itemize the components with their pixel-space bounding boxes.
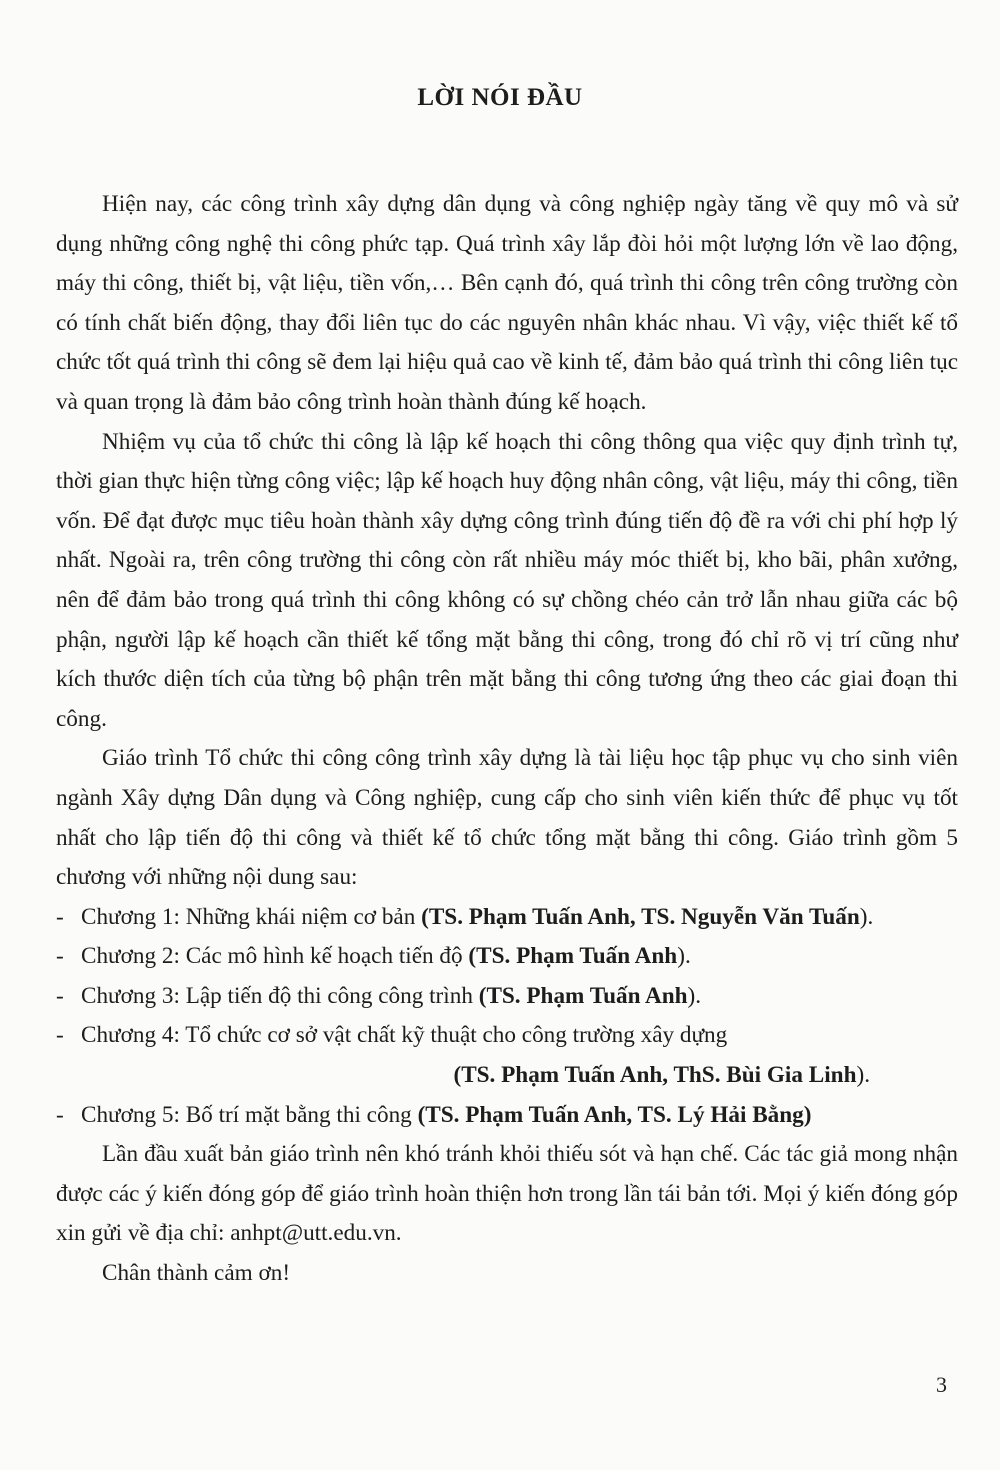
dash-marker: -	[56, 903, 64, 930]
chapter-text: Chương 2: Các mô hình kế hoạch tiến độ	[81, 943, 469, 970]
paragraph-tasks: Nhiệm vụ của tổ chức thi công là lập kế hoạch thi công thông qua việc quy định trình tự, thời gian thực hiện từng công việc; lập kế hoạch huy động nhân công, vật liệu, máy thi công, tiền vốn. Để đạt được mục tiêu hoàn thành xây dựng công trình đúng tiến độ đề ra với chi phí hợp lý nhất. Ngoài ra, trên công trường thi công còn rất nhiều máy móc thiết bị, kho bãi, phân xưởng, nên để đảm bảo trong quá trình thi công không có sự chồng chéo cản trở lẫn nhau giữa các bộ phận, người lập kế hoạch cần thiết kế tổng mặt bằng thi công, trong đó chỉ rõ vị trí cũng như kích thước diện tích của từng bộ phận trên mặt bằng thi công tương ứng theo các giai đoạn thi công.	[56, 428, 958, 732]
dash-marker: -	[56, 1101, 64, 1128]
chapter-authors: (TS. Phạm Tuấn Anh	[478, 982, 688, 1009]
chapter-end: ).	[677, 943, 691, 970]
chapter-authors: (TS. Phạm Tuấn Anh, ThS. Bùi Gia Linh	[453, 1062, 857, 1089]
chapter-item-2	[56, 937, 958, 977]
chapter-end: ).	[856, 1062, 870, 1089]
chapter-text: Chương 3: Lập tiến độ thi công công trình	[81, 982, 479, 1009]
chapter-text: Chương 5: Bố trí mặt bằng thi công	[81, 1101, 418, 1128]
paragraph-textbook: Giáo trình Tổ chức thi công công trình xây dựng là tài liệu học tập phục vụ cho sinh viên ngành Xây dựng Dân dụng và Công nghiệp, cung cấp cho sinh viên kiến thức để phục vụ tốt nhất cho lập tiến độ thi công và thiết kế tổ chức tổng mặt bằng thi công. Giáo trình gồm 5 chương với những nội dung sau:	[56, 745, 958, 891]
paragraph-intro: Hiện nay, các công trình xây dựng dân dụng và công nghiệp ngày tăng về quy mô và sử dụng những công nghệ thi công phức tạp. Quá trình xây lắp đòi hỏi một lượng lớn về lao động, máy thi công, thiết bị, vật liệu, tiền vốn,… Bên cạnh đó, quá trình thi công trên công trường còn có tính chất biến động, thay đổi liên tục do các nguyên nhân khác nhau. Vì vậy, việc thiết kế tổ chức tốt quá trình thi công sẽ đem lại hiệu quả cao về kinh tế, đảm bảo quá trình thi công liên tục và quan trọng là đảm bảo công trình hoàn thành đúng kế hoạch.	[56, 191, 958, 415]
chapter-item-1	[56, 898, 958, 938]
chapter-item-5	[56, 1096, 958, 1136]
dash-marker: -	[56, 982, 64, 1009]
chapter-text: Chương 1: Những khái niệm cơ bản	[81, 903, 422, 930]
chapter-4-authors-line	[56, 1056, 958, 1096]
chapter-end: ).	[859, 903, 874, 930]
page-body	[56, 185, 958, 1294]
chapter-authors: (TS. Phạm Tuấn Anh	[468, 943, 678, 970]
page-number: 3	[936, 1372, 947, 1397]
dash-marker: -	[56, 943, 64, 970]
chapter-authors: (TS. Phạm Tuấn Anh, TS. Lý Hải Bằng)	[417, 1101, 812, 1128]
chapter-end: ).	[687, 982, 702, 1009]
chapter-authors: (TS. Phạm Tuấn Anh, TS. Nguyễn Văn Tuấn	[421, 903, 860, 930]
page-title: LỜI NÓI ĐẦU	[417, 84, 583, 111]
paragraph-thanks: Chân thành cảm ơn!	[102, 1260, 291, 1287]
chapter-item-3	[56, 977, 958, 1017]
paragraph-closing: Lần đầu xuất bản giáo trình nên khó tránh khỏi thiếu sót và hạn chế. Các tác giả mong nhận được các ý kiến đóng góp để giáo trình hoàn thiện hơn trong lần tái bản tới. Mọi ý kiến đóng góp xin gửi về địa chỉ: anhpt@utt.edu.vn.	[56, 1141, 958, 1247]
chapter-item-4	[56, 1016, 958, 1056]
chapter-text: Chương 4: Tổ chức cơ sở vật chất kỹ thuật cho công trường xây dựng	[81, 1022, 728, 1049]
dash-marker: -	[56, 1022, 64, 1049]
